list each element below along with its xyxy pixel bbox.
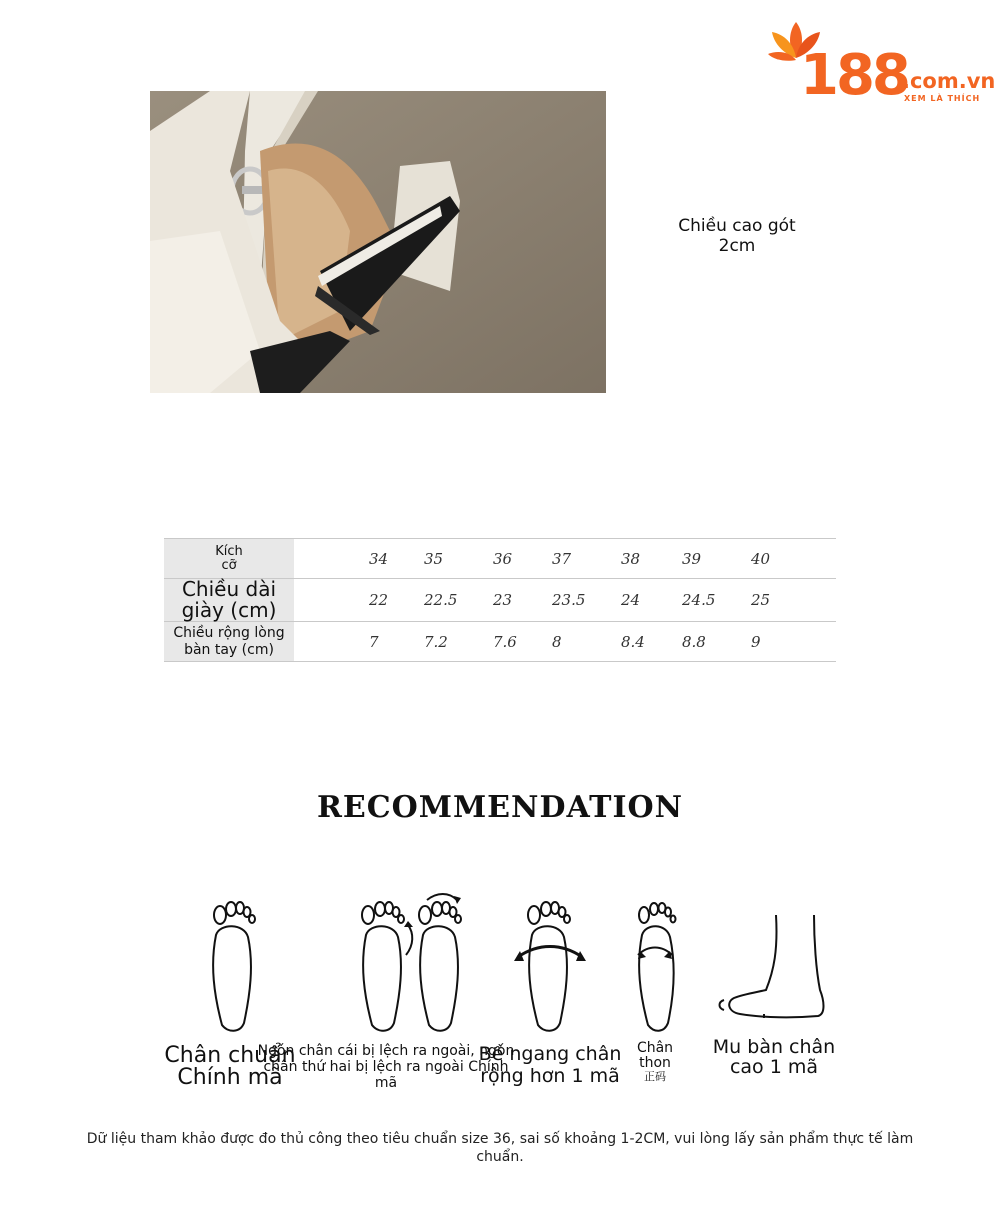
foot-item-narrow <box>615 895 695 1083</box>
logo-number: 188 <box>800 43 908 108</box>
table-gap <box>294 622 369 662</box>
table-cell: 8.4 <box>621 622 682 662</box>
row-header-line: giày (cm) <box>181 598 277 622</box>
table-cell: 8.8 <box>682 622 751 662</box>
table-cell: 39 <box>682 539 751 579</box>
foot-high-instep-icon <box>714 910 834 1035</box>
table-gap <box>294 539 369 579</box>
table-cell: 36 <box>493 539 552 579</box>
table-cell: 37 <box>552 539 621 579</box>
row-header-line: Chiều dài <box>181 577 277 601</box>
table-row <box>164 539 836 579</box>
table-cell: 9 <box>751 622 836 662</box>
foot-narrow-icon <box>620 895 690 1035</box>
logo-tagline: XEM LÀ THÍCH <box>904 94 981 103</box>
table-cell: 7.2 <box>424 622 493 662</box>
table-cell: 24 <box>621 579 682 622</box>
table-cell: 24.5 <box>682 579 751 622</box>
foot-caption-line: 正码 <box>644 1070 666 1083</box>
foot-item-wide <box>470 895 630 1087</box>
table-cell: 22 <box>369 579 424 622</box>
table-cell: 7.6 <box>493 622 552 662</box>
table-row <box>164 579 836 622</box>
site-logo[interactable] <box>766 18 996 108</box>
foot-item-high-instep <box>695 910 853 1077</box>
row-header-width <box>164 622 294 662</box>
foot-caption-line: Chân chuẩn <box>164 1043 296 1068</box>
logo-domain: .com.vn <box>902 69 996 93</box>
foot-caption-line: Mu bàn chân <box>712 1036 836 1058</box>
table-cell: 34 <box>369 539 424 579</box>
table-cell: 23 <box>493 579 552 622</box>
foot-caption-line: mã <box>374 1075 398 1091</box>
heel-height-value: 2cm <box>718 236 756 256</box>
heel-height-label <box>660 216 814 256</box>
foot-caption-line: cao 1 mã <box>729 1056 819 1078</box>
foot-item-second-toe <box>400 890 480 1035</box>
foot-caption-line: chân thứ hai bị lệch ra ngoài Chính <box>263 1059 509 1075</box>
table-cell: 8 <box>552 622 621 662</box>
size-table <box>164 538 836 662</box>
recommendation-title: RECOMMENDATION <box>316 790 684 825</box>
table-cell: 23.5 <box>552 579 621 622</box>
row-header-length <box>164 579 294 622</box>
foot-caption-line: thon <box>639 1055 671 1071</box>
row-header-line: bàn tay (cm) <box>184 641 274 658</box>
table-cell: 22.5 <box>424 579 493 622</box>
foot-second-toe-icon <box>405 890 475 1035</box>
row-header-line: Chiều rộng lòng <box>173 624 285 641</box>
table-cell: 25 <box>751 579 836 622</box>
table-cell: 40 <box>751 539 836 579</box>
foot-caption-line: rộng hơn 1 mã <box>480 1065 620 1087</box>
row-header-size <box>164 539 294 579</box>
foot-caption-line: Chính mã <box>177 1065 283 1090</box>
row-header-line: Kích <box>215 543 243 559</box>
heel-height-title: Chiều cao gót <box>678 216 796 236</box>
table-gap <box>294 579 369 622</box>
table-row <box>164 622 836 662</box>
product-photo <box>150 91 606 393</box>
foot-caption-line: Chân <box>636 1040 674 1056</box>
table-cell: 38 <box>621 539 682 579</box>
table-cell: 7 <box>369 622 424 662</box>
foot-caption-line: Ngón chân cái bị lệch ra ngoài, ngón <box>257 1043 515 1059</box>
foot-caption-line: Bề ngang chân <box>478 1043 622 1065</box>
row-header-line: cỡ <box>221 557 237 573</box>
foot-wide-icon <box>510 895 590 1035</box>
table-cell: 35 <box>424 539 493 579</box>
measurement-note: Dữ liệu tham khảo được đo thủ công theo tiêu chuẩn size 36, sai số khoảng 1-2CM, vui lòng lấy sản phẩm thực tế làm chuẩn. <box>86 1131 914 1165</box>
